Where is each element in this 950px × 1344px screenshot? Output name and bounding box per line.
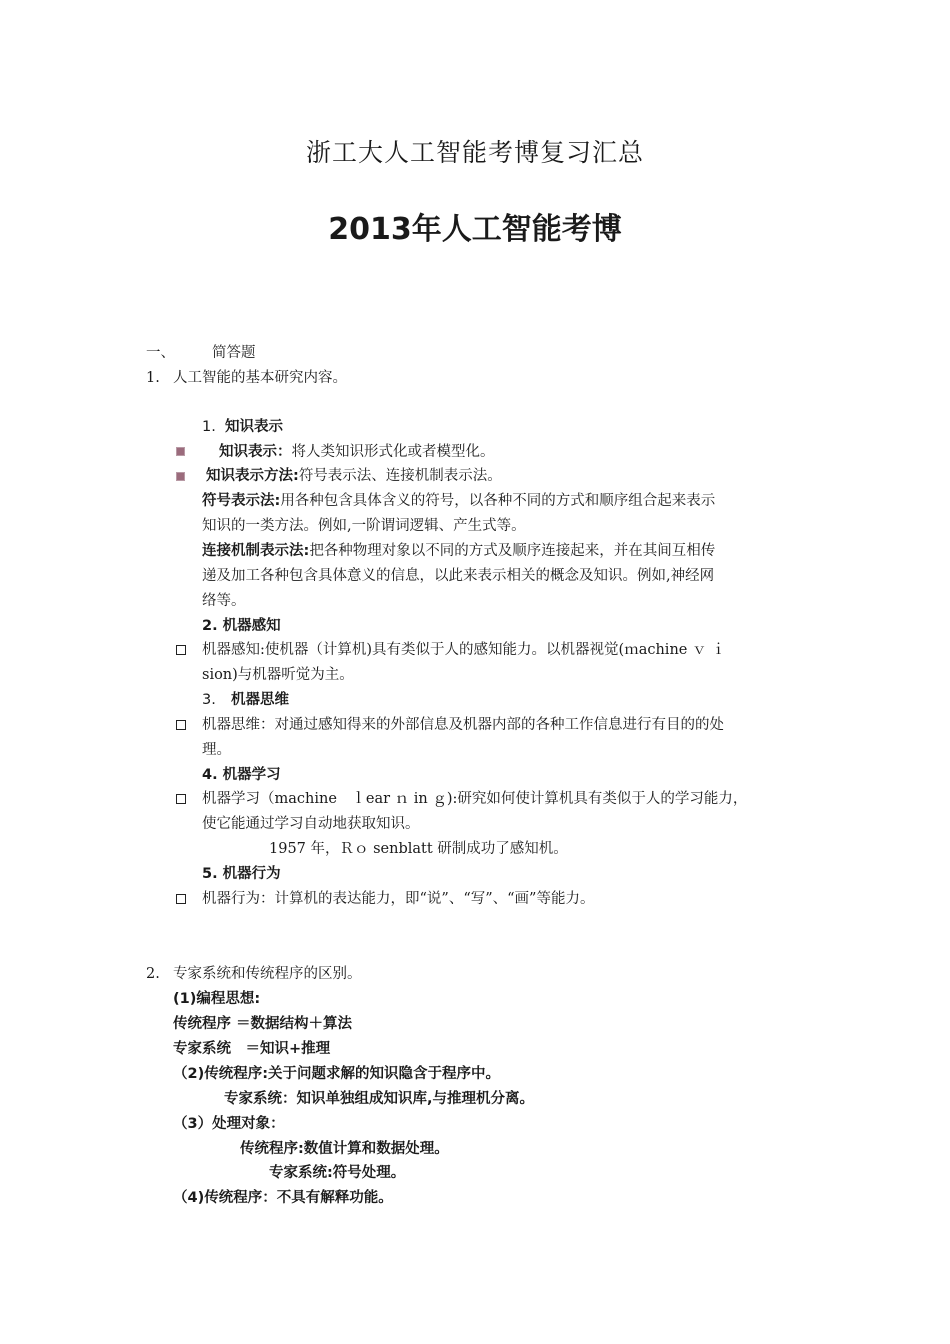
section-number: 一、 (146, 345, 175, 361)
paragraph-line: 机器行为：计算机的表达能力，即“说”、“写”、“画”等能力。 (202, 891, 595, 907)
paragraph-line: 1957 年，Ｒｏ senblatt 研制成功了感知机。 (269, 841, 568, 857)
checkbox-bullet-icon (176, 794, 186, 804)
subheading: 机器思维 (231, 692, 289, 708)
paragraph-line: 机器学习（machine ｌear ｎ in ｇ):研究如何使计算机具有类似于人的学习能力， (202, 791, 748, 807)
paragraph-text: 把各种物理对象以不同的方式及顺序连接起来，并在其间互相传 (309, 543, 716, 559)
item-label: 知识表示方法: (206, 468, 299, 484)
paragraph-label: 符号表示法: (202, 493, 281, 509)
paragraph-line: 知识的一类方法。例如,一阶谓词逻辑、产生式等。 (202, 518, 526, 534)
document-subtitle: 2013年人工智能考博 (328, 212, 622, 247)
comparison-line: (1)编程思想: (173, 991, 261, 1007)
paragraph-line: 理。 (202, 742, 231, 758)
question-number: 2. (146, 966, 160, 982)
comparison-line: 专家系统：知识单独组成知识库,与推理机分离。 (224, 1091, 535, 1107)
comparison-line: （2)传统程序:关于问题求解的知识隐含于程序中。 (173, 1066, 501, 1082)
question-text: 专家系统和传统程序的区别。 (173, 966, 362, 982)
subheading: 4. 机器学习 (202, 767, 281, 783)
comparison-line: 专家系统:符号处理。 (269, 1165, 406, 1181)
subheading: 2. 机器感知 (202, 618, 281, 634)
subheading-number: 1. (202, 419, 216, 435)
list-item (219, 442, 495, 462)
paragraph-line: 机器思维：对通过感知得来的外部信息及机器内部的各种工作信息进行有目的的处 (202, 717, 724, 733)
paragraph-line: 递及加工各种包含具体意义的信息，以此来表示相关的概念及知识。例如,神经网 (202, 568, 715, 584)
paragraph-line: 络等。 (202, 593, 246, 609)
subheading: 5. 机器行为 (202, 866, 281, 882)
section-heading: 简答题 (212, 345, 256, 361)
comparison-line: （3）处理对象： (173, 1116, 285, 1132)
paragraph-line (202, 491, 715, 511)
paragraph-text: 用各种包含具体含义的符号，以各种不同的方式和顺序组合起来表示 (280, 493, 716, 509)
question-text: 人工智能的基本研究内容。 (173, 370, 347, 386)
square-bullet-icon (176, 472, 185, 481)
paragraph-label: 连接机制表示法: (202, 543, 310, 559)
square-bullet-icon (176, 447, 185, 456)
item-label: 知识表示： (219, 444, 292, 460)
checkbox-bullet-icon (176, 894, 186, 904)
item-text: 符号表示法、连接机制表示法。 (298, 468, 502, 484)
subheading: 知识表示 (225, 419, 283, 435)
comparison-line: 传统程序:数值计算和数据处理。 (240, 1141, 449, 1157)
list-item (206, 466, 502, 486)
item-text: 将人类知识形式化或者模型化。 (291, 444, 495, 460)
comparison-line: （4)传统程序：不具有解释功能。 (173, 1190, 393, 1206)
checkbox-bullet-icon (176, 720, 186, 730)
document-title: 浙工大人工智能考博复习汇总 (305, 138, 644, 167)
paragraph-line: 机器感知:使机器（计算机)具有类似于人的感知能力。以机器视觉(ｍachine ｖ ｉ (202, 642, 726, 658)
checkbox-bullet-icon (176, 645, 186, 655)
paragraph-line: 使它能通过学习自动地获取知识。 (202, 816, 420, 832)
paragraph-line: sion)与机器听觉为主。 (202, 667, 354, 683)
question-number: 1. (146, 370, 160, 386)
comparison-line: 专家系统 ＝知识+推理 (173, 1041, 331, 1057)
paragraph-line (202, 541, 715, 561)
comparison-line: 传统程序 ＝数据结构＋算法 (173, 1016, 353, 1032)
subheading-number: 3. (202, 692, 216, 708)
